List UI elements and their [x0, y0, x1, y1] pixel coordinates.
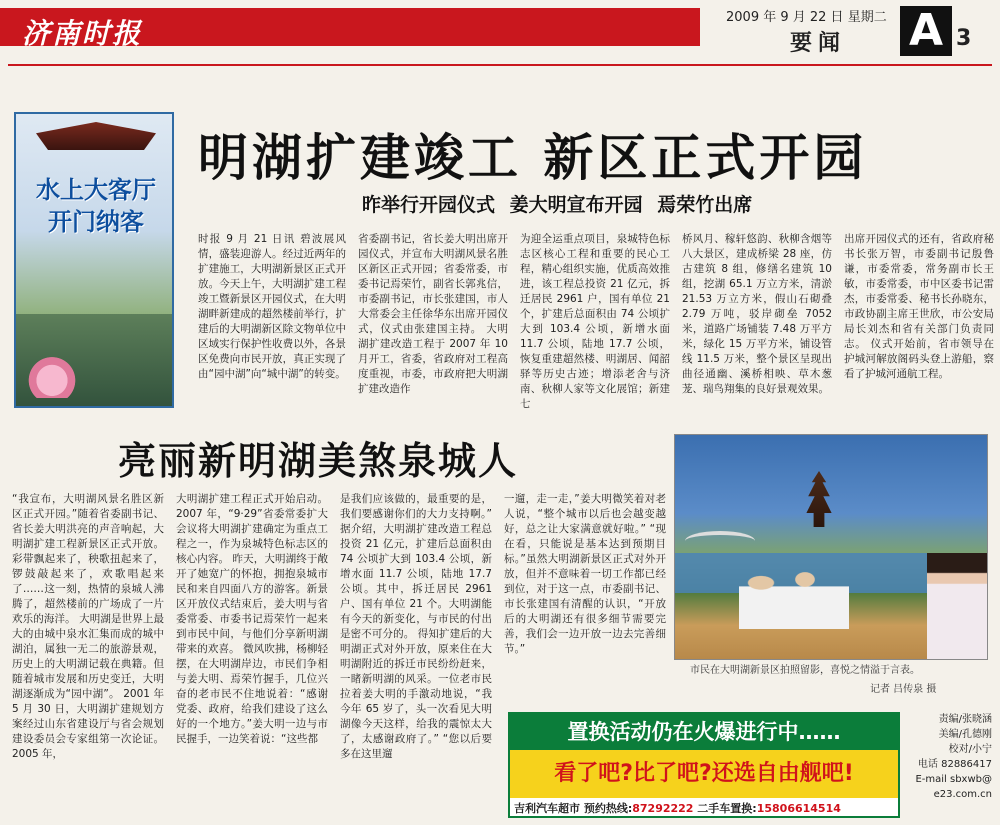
article1-column-2: 省委副书记，省长姜大明出席开园仪式，并宣布大明湖风景名胜区新区正式开园；省委常委，市委书记焉荣竹，副省长郭兆信，市委副书记，市长张建国，市人大常委会主任徐华东出席开园仪式，仪式由张建国主持。 大明湖扩建改造工程于 2007 年 10 月开工，省委，省政府对工程高度重视，市委，市政府把大明湖扩建改造作 — [358, 233, 508, 395]
article1-column-3: 为迎全运重点项目，泉城特色标志区核心工程和重要的民心工程，精心组织实施，优质高效推进，该工程总投资 21 亿元，拆迁居民 2961 户，国有单位 21 个，扩建后总面积由 74 公顷扩大到 103.4 公顷，新增水面 11.7 公顷，陆地 17.7 公顷，恢复重建超然楼、明湖居、闻韶驿等历史古迹；增添老舍与济南、秋柳人家等文化展馆；新建七 — [520, 233, 670, 410]
page-number: 3 — [956, 26, 972, 51]
article2-column-1: “我宣布，大明湖风景名胜区新区正式开园。”随着省委副书记、省长姜大明洪亮的声音响起，大明湖扩建工程新景区正式开放。彩带飘起来了，秧歌扭起来了，锣鼓敲起来了，欢歌唱起来了……这一刻，热情的泉城人沸腾了，超然楼前的广场成了一片欢乐的海洋。 大明湖是世界上最大的由城中泉水汇集而成的城中湖泊，属独一无二的旅游景观，历史上的大明湖记载在典籍。但随着城市发展和历史变迁，大明湖逐渐成为“园中湖”。 2001 年 5 月 30 日，大明湖扩建规划方案经过山东省建设厅与省会规划建设委员会专家组第一次论证。2005 年， — [12, 493, 164, 760]
issue-date: 2009 年 9 月 22 日 星期二 — [726, 10, 887, 25]
lotus-icon — [24, 354, 80, 398]
second-headline: 亮丽新明湖美煞泉城人 — [118, 438, 519, 483]
photo-bridge — [685, 531, 755, 551]
designer-line: 美编/孔德刚 — [938, 729, 992, 740]
email-line: E-mail sbxwb@ — [915, 774, 992, 785]
editor-line: 责编/张晓涵 — [938, 714, 992, 725]
article2-column-2: 大明湖扩建工程正式开始启动。2007 年，“9·29”省委常委扩大会议将大明湖扩建确定为重点工程之一，作为泉城特色标志区的核心内容。 昨天，大明湖终于敞开了她宽广的怀抱，拥抱泉城市民和来自四面八方的游客。新景区开放仪式结束后，姜大明与省委常委、市委书记焉荣竹一起来到市民中间，与他们分享新明湖带来的欢喜。 微风吹拂，杨柳轻摆，在大明湖岸边，市民们争相与姜大明、焉荣竹握手，几位兴奋的老市民不住地说着：“感谢党委、政府，给我们建设了这么好的一个地方。”姜大明一边与市民握手，一边笑着说：“这些都 — [176, 493, 328, 745]
photo-caption: 市民在大明湖新景区拍照留影，喜悦之情溢于言表。 — [690, 665, 920, 676]
advertisement — [508, 712, 900, 818]
masthead-rule — [8, 64, 992, 66]
article2-column-3: 是我们应该做的，最重要的是，我们要感谢你们的大力支持啊。” 据介绍，大明湖扩建改造工程总投资 21 亿元，扩建后总面积由 74 公顷扩大到 103.4 公顷，新增水面 11.7 公顷，陆地 17.7 公顷。其中，拆迁居民 2961 户、国有单位 21 个。大明湖能有今天的新变化，与市民的付出是密不可分的。 得知扩建后的大明湖正式对外开放，原来住在大明湖附近的拆迁市民纷纷赶来，一睹新明湖的风采。一位老市民拉着姜大明的手激动地说，“我今年 65 岁了，头一次看见大明湖像今天这样，给我的震惊太大了，太感谢政府了。” “您以后要多在这里遛 — [340, 493, 492, 760]
section-badge: A — [900, 6, 952, 56]
article1-column-1: 时报 9 月 21 日讯 碧波展风情，盛装迎游人。经过近两年的扩建施工，大明湖新景区正式开放。今天上午，大明湖扩建工程竣工暨新景区开园仪式，在大明湖畔新建成的超然楼前举行，扩建后的大明湖新区除文物单位中区域实行保护性收费以外，各景区免费向市民开放，真正实现了由“园中湖”向“城中湖”的转变。 — [198, 233, 346, 380]
promo-title: 水上大客厅 开门纳客 — [36, 176, 156, 236]
promo-box — [14, 112, 174, 408]
editor-info — [906, 712, 992, 802]
article1-column-5: 出席开园仪式的还有，省政府秘书长张万智，市委副书记殷鲁谦，市委常委，常务副市长王敏，市委常委，市中区委书记雷杰，市委常委、秘书长孙晓东，市政协副主席王世欣，市公安局局长刘杰和省有关部门负责同志。 仪式开始前，省市领导在护城河解放阁码头登上游船，察看了护城河通航工程。 — [844, 233, 994, 380]
news-photo — [674, 434, 988, 660]
newspaper-logo: 济南时报 — [22, 17, 143, 50]
ad-tradein-phone: 15806614514 — [756, 802, 841, 815]
ad-hotline: 87292222 — [632, 802, 694, 815]
photo-family — [739, 563, 849, 629]
ad-headline: 置换活动仍在火爆进行中…… — [510, 714, 898, 750]
proofreader-line: 校对/小宁 — [948, 744, 992, 755]
ad-contact-label: 吉利汽车超市 预约热线: — [514, 802, 633, 815]
section-title: 要闻 — [790, 31, 847, 56]
main-subhead: 昨举行开园仪式 姜大明宣布开园 焉荣竹出席 — [362, 194, 753, 216]
photo-photographer — [927, 553, 987, 660]
pagoda-icon — [801, 471, 837, 527]
ad-contact — [514, 800, 898, 816]
email-domain-line: e23.com.cn — [933, 789, 992, 800]
ad-slogan: 看了吧?比了吧?还选自由舰吧! — [510, 750, 898, 798]
photo-credit: 记者 吕传泉 摄 — [870, 684, 937, 695]
main-headline: 明湖扩建竣工 新区正式开园 — [198, 128, 868, 187]
ad-tradein-label: 二手车置换: — [693, 802, 757, 815]
article1-column-4: 桥风月、稼轩悠韵、秋柳含烟等八大景区，建成桥梁 28 座，仿古建筑 8 组，修缮名建筑 10 组，挖湖 65.1 万立方米，清淤 21.53 万立方米，假山石砌叠 2.79 万吨，驳岸砌垒 7052 米，道路广场铺装 7.48 万平方米，绿化 15 万平方米，铺设管线 11.5 万米，整个景区呈现出曲径通幽、溪桥相映、草木葱茏、瑞鸟翔集的良好景观效果。 — [682, 233, 832, 395]
pavilion-roof-icon — [36, 122, 156, 150]
phone-line: 电话 82886417 — [917, 759, 992, 770]
article2-column-4: 一遛，走一走，”姜大明微笑着对老人说，“整个城市以后也会越变越好，总之让大家满意就好啦。” “现在看，只能说是基本达到预期目标。”虽然大明湖新景区正式对外开放，但并不意味着一切工作都已经到位，对于这一点，市委副书记、市长张建国有清醒的认识，“开放后的大明湖还有很多细节需要完善，我们会一边开放一边去完善细节。” — [504, 493, 666, 655]
